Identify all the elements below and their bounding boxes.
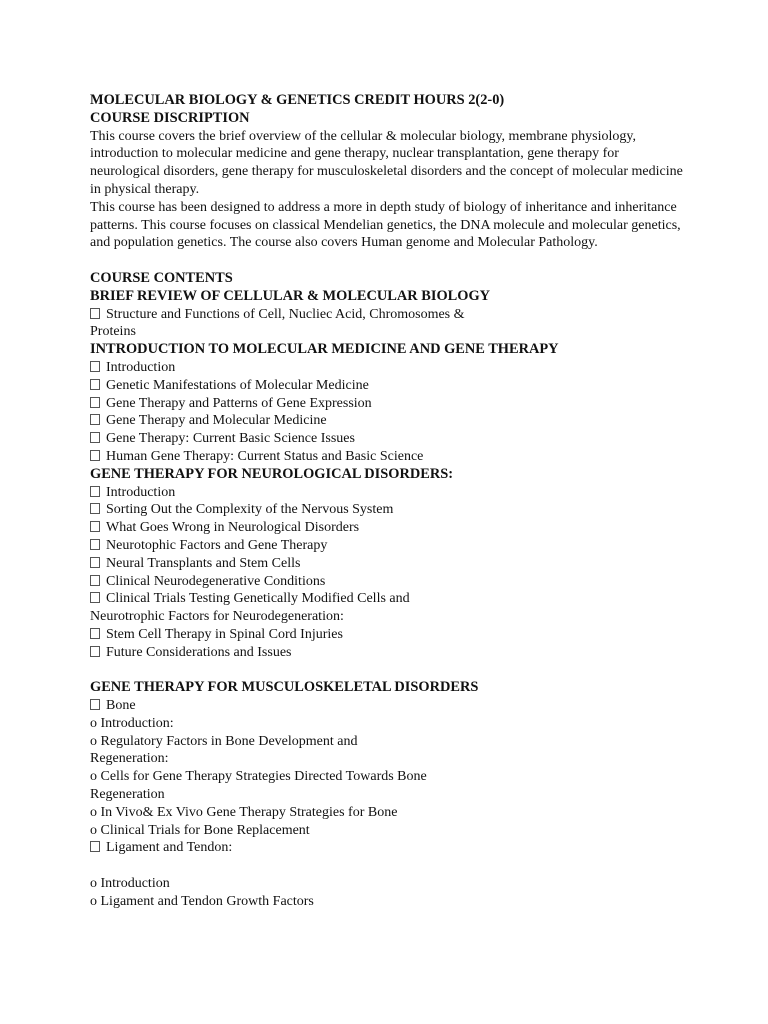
- list-item: [90, 626, 690, 644]
- list-item: [90, 644, 690, 662]
- bullet-box-icon: [90, 575, 100, 586]
- course-title: MOLECULAR BIOLOGY & GENETICS CREDIT HOURS 2(2-0): [90, 92, 505, 108]
- list-item-text: Structure and Functions of Cell, Nucliec Acid, Chromosomes &: [106, 306, 465, 322]
- bullet-box-icon: [90, 646, 100, 657]
- list-item-text: Gene Therapy: Current Basic Science Issues: [106, 431, 355, 447]
- description-heading: COURSE DISCRIPTION: [90, 109, 250, 126]
- list-item-text: Neural Transplants and Stem Cells: [106, 555, 301, 571]
- section-heading: INTRODUCTION TO MOLECULAR MEDICINE AND GENE THERAPY: [90, 341, 559, 358]
- bullet-box-icon: [90, 450, 100, 461]
- list-item-text: Introduction: [106, 484, 176, 500]
- list-item: [90, 839, 690, 857]
- list-item: [90, 395, 690, 413]
- list-item: [90, 412, 690, 430]
- list-item-text: Gene Therapy and Patterns of Gene Expression: [106, 395, 372, 411]
- list-item-continuation: Proteins: [90, 324, 136, 340]
- list-item-text: Bone: [106, 698, 136, 714]
- list-item: [90, 377, 690, 395]
- sub-list-item: o Introduction: [90, 876, 170, 892]
- list-item-text: Human Gene Therapy: Current Status and Basic Science: [106, 448, 424, 464]
- bullet-box-icon: [90, 486, 100, 497]
- description-paragraph-2: This course has been designed to address a more in depth study of biology of inheritance and inheritance patterns. This course focuses on classical Mendelian genetics, the DNA molecule and molecular genetics, and population genetics. The course also covers Human genome and Molecular Pathology.: [90, 199, 681, 251]
- list-item-text: Sorting Out the Complexity of the Nervous System: [106, 502, 394, 518]
- section-heading: GENE THERAPY FOR NEUROLOGICAL DISORDERS:: [90, 465, 454, 482]
- list-item-text: Gene Therapy and Molecular Medicine: [106, 413, 327, 429]
- sub-list-item: o Regulatory Factors in Bone Development and: [90, 733, 358, 749]
- list-item: [90, 590, 690, 608]
- bullet-box-icon: [90, 557, 100, 568]
- description-paragraph-1: This course covers the brief overview of the cellular & molecular biology, membrane physiology, introduction to molecular medicine and gene therapy, nuclear transplantation, gene therapy for neurological disorders, gene therapy for musculoskeletal disorders and the concept of molecular medicine in physical therapy.: [90, 128, 683, 197]
- sub-list-item: o Cells for Gene Therapy Strategies Directed Towards Bone: [90, 769, 427, 785]
- list-item-text: Clinical Trials Testing Genetically Modified Cells and: [106, 591, 410, 607]
- list-item: [90, 430, 690, 448]
- list-item: [90, 697, 690, 715]
- sub-list-item: o Introduction:: [90, 715, 174, 731]
- section-heading: GENE THERAPY FOR MUSCULOSKELETAL DISORDERS: [90, 679, 479, 696]
- list-item-continuation: Regeneration: [90, 787, 165, 803]
- bullet-box-icon: [90, 628, 100, 639]
- list-item-text: Neurotophic Factors and Gene Therapy: [106, 537, 328, 553]
- list-item-text: Introduction: [106, 359, 176, 375]
- list-item-text: Future Considerations and Issues: [106, 644, 292, 660]
- list-item: [90, 448, 690, 466]
- list-item: [90, 501, 690, 519]
- list-item: [90, 484, 690, 502]
- list-item: [90, 306, 690, 324]
- bullet-box-icon: [90, 699, 100, 710]
- spacer: [90, 662, 690, 680]
- list-item: [90, 555, 690, 573]
- list-item-text: Ligament and Tendon:: [106, 840, 233, 856]
- section-heading: BRIEF REVIEW OF CELLULAR & MOLECULAR BIOLOGY: [90, 287, 491, 304]
- bullet-box-icon: [90, 503, 100, 514]
- spacer: [90, 857, 690, 875]
- bullet-box-icon: [90, 361, 100, 372]
- list-item-text: Genetic Manifestations of Molecular Medicine: [106, 377, 369, 393]
- bullet-box-icon: [90, 841, 100, 852]
- bullet-box-icon: [90, 521, 100, 532]
- spacer: [90, 252, 690, 270]
- contents-heading: COURSE CONTENTS: [90, 269, 233, 286]
- bullet-box-icon: [90, 397, 100, 408]
- sub-list-item: o In Vivo& Ex Vivo Gene Therapy Strategies for Bone: [90, 804, 398, 820]
- list-item: [90, 359, 690, 377]
- bullet-box-icon: [90, 308, 100, 319]
- sub-list-item: o Ligament and Tendon Growth Factors: [90, 893, 314, 909]
- bullet-box-icon: [90, 432, 100, 443]
- bullet-box-icon: [90, 539, 100, 550]
- sub-list-item: o Clinical Trials for Bone Replacement: [90, 822, 310, 838]
- list-item-text: Clinical Neurodegenerative Conditions: [106, 573, 326, 589]
- bullet-box-icon: [90, 414, 100, 425]
- document-page: [90, 92, 690, 911]
- list-item-text: What Goes Wrong in Neurological Disorders: [106, 520, 360, 536]
- list-item: [90, 537, 690, 555]
- list-item: [90, 573, 690, 591]
- bullet-box-icon: [90, 592, 100, 603]
- list-item: [90, 519, 690, 537]
- list-item-continuation: Neurotrophic Factors for Neurodegeneration:: [90, 609, 344, 625]
- list-item-text: Stem Cell Therapy in Spinal Cord Injuries: [106, 626, 343, 642]
- list-item-continuation: Regeneration:: [90, 751, 169, 767]
- bullet-box-icon: [90, 379, 100, 390]
